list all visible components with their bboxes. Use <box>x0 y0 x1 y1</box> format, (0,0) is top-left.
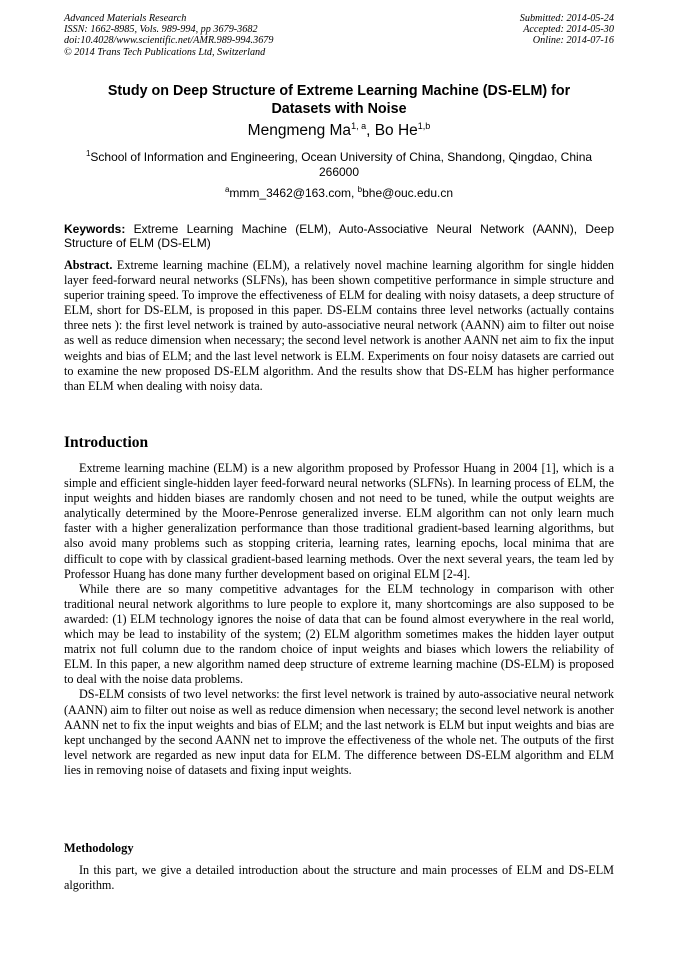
keywords-label: Keywords: <box>64 222 126 236</box>
paragraph: Extreme learning machine (ELM) is a new algorithm proposed by Professor Huang in 2004 [1], which is a simple and efficient single-hidden layer feed-forward neural networks (SLFNs). In learning process of ELM, the input weights and hidden biases are randomly chosen and not need to be tuned, while the output weights are analytically determined by the Moore-Penrose generalized inverse. ELM algorithm can not only learn much faster with a higher generalization performance than those traditional gradient-based learning algorithms, but also avoid many problems such as stopping criteria, learning rates, learning epochs, local minima that are difficult to cope with by classical gradient-based learning methods. Over the next several years, the team led by Professor Huang has done many further development based on original ELM [2-4]. <box>64 461 614 581</box>
author-separator: , <box>366 122 375 139</box>
methodology-heading: Methodology <box>64 841 134 855</box>
abstract-text: Extreme learning machine (ELM), a relatively novel machine learning algorithm for single hidden layer feed-forward neural networks (SLFNs), has been shown competitive performance in simple structure and superior training speed. To improve the effectiveness of ELM for dealing with noisy datasets, a deep structure of ELM, short for DS-ELM, is proposed in this paper. DS-ELM contains three level networks (actually contains three nets ): the first level network is trained by auto-associative neural network (AANN) aim to filter out noise as well as reduce dimension when necessary; the second level network is another AANN net aim to fix the input weights and bias of ELM; and the last level network is ELM. Experiments on four noisy datasets are carried out to examine the new proposed DS-ELM algorithm. And the results show that DS-ELM has higher performance than ELM when dealing with noisy data. <box>64 258 614 393</box>
keywords-section <box>64 222 614 250</box>
abstract-section <box>64 258 614 394</box>
online-date: Online: 2014-07-16 <box>532 35 614 47</box>
author-list <box>64 122 614 140</box>
publication-info <box>64 13 273 58</box>
affiliation-line-1: School of Information and Engineering, Ocean University of China, Shandong, Qingdao, China <box>90 150 593 164</box>
email-link[interactable]: bhe@ouc.edu.cn <box>362 186 454 200</box>
paragraph: In this part, we give a detailed introduction about the structure and main processes of ELM and DS-ELM algorithm. <box>64 863 614 893</box>
paragraph: While there are so many competitive advantages for the ELM technology in comparison with other traditional neural network algorithms to lure people to explore it, many shortcomings are also supposed to be awarded: (1) ELM technology ignores the noise of data that can be found almost everywhere in the real world, which may be lead to instability of the system; (2) ELM algorithm sometimes makes the hidden layer output matrix not full column due to the random choice of input weights and biases which lowers the reliability of ELM. In this paper, a new algorithm named deep structure of extreme learning machine (DS-ELM) is proposed to deal with the noise data problems. <box>64 581 614 687</box>
author-superscript: 1,b <box>417 121 431 131</box>
keywords-text: Extreme Learning Machine (ELM), Auto-Associative Neural Network (AANN), Deep Structure of ELM (DS-ELM) <box>64 222 614 250</box>
author-name: Mengmeng Ma <box>247 122 352 139</box>
submitted-date: Submitted: 2014-05-24 <box>519 13 614 24</box>
doi-line: doi:10.4028/www.scientific.net/AMR.989-994.3679 <box>64 35 274 47</box>
title-line-1: Study on Deep Structure of Extreme Learning Machine (DS-ELM) for <box>107 83 571 99</box>
author-emails <box>64 186 614 201</box>
title-line-2: Datasets with Noise <box>271 101 407 117</box>
issn-line: ISSN: 1662-8985, Vols. 989-994, pp 3679-3682 <box>64 24 258 36</box>
publication-dates <box>520 13 614 47</box>
introduction-body <box>64 461 614 778</box>
paper-title <box>64 82 614 118</box>
paragraph: DS-ELM consists of two level networks: the first level network is trained by auto-associative neural network (AANN) aim to filter out noise as well as reduce dimension when necessary; the second level network is another AANN net to fix the input weights and bias of ELM; and the last network is ELM but input weights and bias are kept unchanged by the second AANN net to improve the effectiveness of the whole net. The outputs of the first level network are regarded as new input data for ELM. The difference between DS-ELM algorithm and ELM lies in removing noise of datasets and fixing input weights. <box>64 687 614 777</box>
introduction-heading: Introduction <box>64 434 149 451</box>
abstract-label: Abstract. <box>64 258 113 272</box>
methodology-body <box>64 863 614 893</box>
affiliation <box>64 150 614 180</box>
affiliation-superscript: 1 <box>85 149 91 158</box>
email-superscript: b <box>357 185 363 194</box>
copyright-line: © 2014 Trans Tech Publications Ltd, Switzerland <box>64 46 266 58</box>
journal-name: Advanced Materials Research <box>64 13 187 24</box>
author-superscript: 1, a <box>351 121 367 131</box>
author-name: Bo He <box>374 122 418 139</box>
accepted-date: Accepted: 2014-05-30 <box>523 24 614 36</box>
email-link[interactable]: mmm_3462@163.com, <box>229 186 358 200</box>
affiliation-line-2: 266000 <box>318 165 360 179</box>
email-superscript: a <box>224 185 230 194</box>
